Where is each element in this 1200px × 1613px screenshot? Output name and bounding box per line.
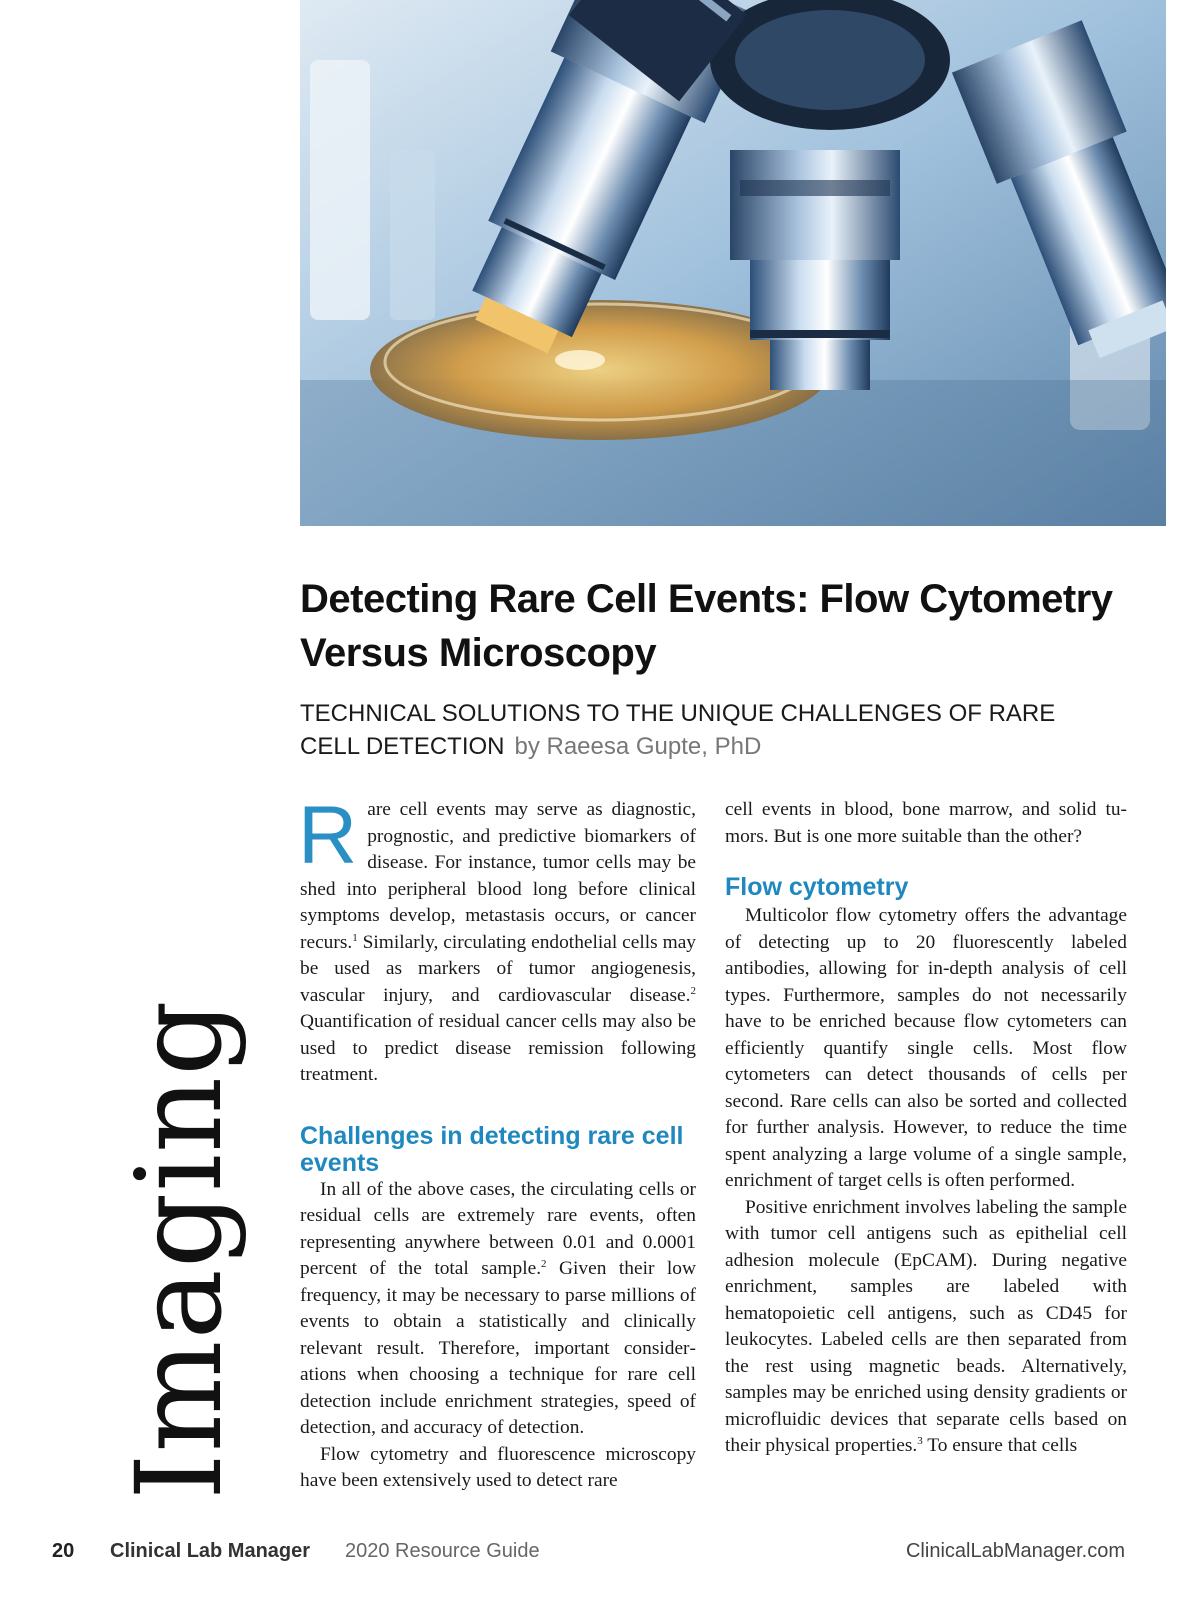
footnote-ref: 2 xyxy=(541,1258,547,1270)
section-heading-flow-cytometry: Flow cytometry xyxy=(725,873,909,901)
challenges-paragraph-1 xyxy=(300,1177,696,1442)
hero-image xyxy=(300,0,1166,526)
intro-text: are cell events may serve as diagnostic, prognostic, and predictive biomarkers of disease. For instance, tumor cells may be shed into peripheral blood long before clinical symptoms develop, metastasis occurs, or cancer recurs. xyxy=(300,799,696,953)
flow-paragraph-1: Multicolor flow cytometry offers the advantage of detecting up to 20 fluorescently labeled antibodies, allowing for in-depth analysis of cell types. Furthermore, samples do not necessarily have to be enriched because flow cytometers can efficiently quantify single cells. Most flow cytometers can detect thousands of cells per second. Rare cells can also be sorted and collected for further analysis. However, to reduce the time spent analyzing a large volume of a single sample, enrichment of target cells is often performed. xyxy=(725,905,1127,1191)
flow-text-b: To ensure that cells xyxy=(922,1435,1078,1456)
flow-text-a: Positive enrichment involves labeling the sample with tumor cell antigens such as epithelial cell adhesion molecule (EpCAM). During negative enrichment, samples are labeled with hematopoietic cell antigens, such as CD45 for leukocytes. Labeled cells are then separated from the rest using magnetic beads. Alternatively, samples may be enriched using density gradients or microfluidic devices that separate cells based on their physical properties. xyxy=(725,1196,1127,1456)
intro-paragraph xyxy=(298,790,696,1089)
challenges-text-b: Given their low frequency, it may be necessary to parse millions of events to obtain a statistically and clinically relevant result. Therefore, important considerations when choosing a technique for rare cell detection include enrichment strategies, speed of detection, and accuracy of detection. xyxy=(300,1258,696,1438)
article-title: Detecting Rare Cell Events: Flow Cytometry Versus Microscopy xyxy=(300,577,1113,675)
footnote-ref: 1 xyxy=(352,931,358,944)
publication-issue: 2020 Resource Guide xyxy=(345,1540,540,1562)
footnote-ref: 3 xyxy=(917,1435,923,1447)
microscope-photo xyxy=(300,0,1166,526)
footnote-ref: 2 xyxy=(690,984,696,997)
article-subtitle xyxy=(300,697,1080,763)
challenges-text-a: In all of the above cases, the circulating cells or residual cells are extremely rare events, often representing anywhere between 0.01 and 0.0001 percent of the total sample. xyxy=(300,1178,696,1279)
website-link[interactable]: ClinicalLabManager.com xyxy=(905,1540,1125,1562)
body-column-left xyxy=(298,790,696,1495)
publication-name: Clinical Lab Manager xyxy=(110,1540,311,1562)
intro-text-3: Quantification of residual cancer cells may also be used to predict disease remission following treatment. xyxy=(300,1011,696,1085)
section-label: Imaging xyxy=(110,999,248,1500)
author-byline: by Raeesa Gupte, PhD xyxy=(514,733,762,760)
drop-cap: R xyxy=(298,790,358,881)
page-footer xyxy=(0,1540,1200,1570)
subtitle-text: TECHNICAL SOLUTIONS TO THE UNIQUE CHALLENGES OF RARE CELL DETECTION xyxy=(300,700,1056,760)
challenges-paragraph-2: Flow cytometry and fluorescence microscopy have been extensively used to detect rare xyxy=(300,1443,696,1491)
continued-paragraph: cell events in blood, bone marrow, and solid tumors. But is one more suitable than the other? xyxy=(725,799,1127,847)
flow-paragraph-2 xyxy=(725,1195,1127,1460)
page-number: 20 xyxy=(52,1540,75,1562)
body-column-right xyxy=(725,797,1127,1460)
section-heading-challenges: Challenges in detecting rare cell events xyxy=(300,1121,684,1177)
intro-text-2: Similarly, circulating endothelial cells may be used as markers of tumor angiogenesis, vascular injury, and cardiovascular disease. xyxy=(300,931,696,1006)
